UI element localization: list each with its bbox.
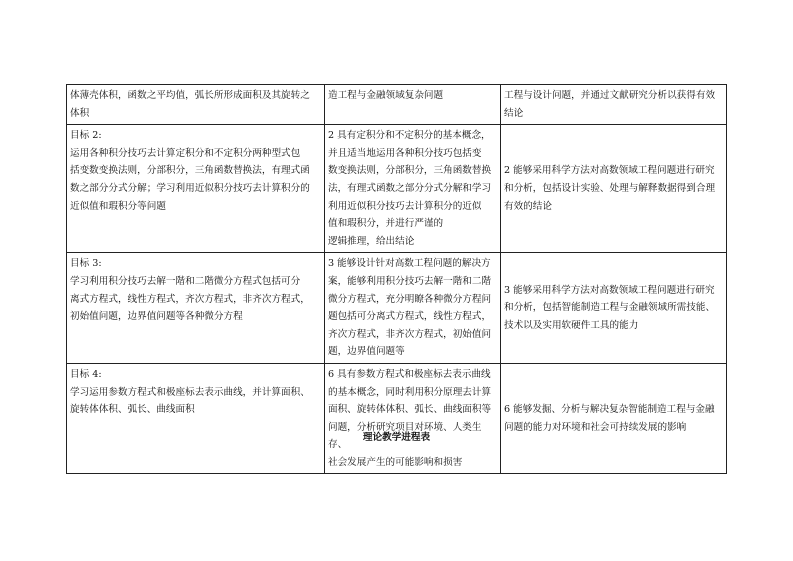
content-cell: [325, 85, 501, 125]
table-row: [67, 253, 727, 364]
requirement-text: 3 能够采用科学方法对高数领域工程问题进行研究 和分析，包括智能制造工程与金融领域所需技能、 技术以及实用软硬件工具的能力: [504, 284, 716, 331]
objective-cell: [67, 253, 325, 364]
objective-text: 目标 4: 学习运用参数方程式和极座标去表示曲线，并计算面积、 旋转体体积、弧长、曲线面积: [70, 368, 310, 416]
objective-cell: [67, 363, 325, 474]
section-caption: 理论教学进程表: [362, 432, 431, 443]
content-text: 2 具有定积分和不定积分的基本概念， 并且适当地运用各种积分技巧包括变 数变换法则，分部积分，三角函数替换 法，有理式函数之部分分式分解和学习 利用近似积分技巧去计算积分的近似 值和瑕积分，并进行严谨的 逻辑推理，给出结论: [328, 130, 492, 247]
objectives-table: [66, 84, 727, 474]
objective-text: 体薄壳体积，函数之平均值，弧长所形成面积及其旋转之 体积: [70, 90, 310, 119]
requirement-cell: [501, 125, 727, 253]
requirement-cell: [501, 85, 727, 125]
table-row: [67, 85, 727, 125]
requirement-cell: [501, 363, 727, 474]
content-text: 3 能够设计针对高数工程问题的解决方 案，能够利用积分技巧去解一階和二階 微分方程式，充分明瞭各种微分方程问 题包括可分离式方程式，线性方程式， 齐次方程式，非齐次方程式，初始值问 题，边界值问题等: [328, 258, 492, 358]
table-row: [67, 363, 727, 474]
table-row: [67, 125, 727, 253]
objective-cell: [67, 125, 325, 253]
requirement-cell: [501, 253, 727, 364]
objective-text: 目标 2: 运用各种积分技巧去计算定积分和不定积分两种型式包 括变数变换法则，分部积分，三角函数替换法，有理式函 数之部分分式分解；学习利用近似积分技巧去计算积分的 近似值和瑕积分等问题: [70, 130, 310, 212]
requirement-text: 工程与设计问题，并通过文献研究分析以获得有效 结论: [504, 90, 716, 119]
content-cell: [325, 253, 501, 364]
objective-cell: [67, 85, 325, 125]
content-text: 造工程与金融领域复杂问题: [328, 90, 444, 101]
objective-text: 目标 3: 学习利用积分技巧去解一階和二階微分方程式包括可分 离式方程式，线性方程式，齐次方程式，非齐次方程式， 初始值问题，边界值问题等各种微分方程: [70, 258, 310, 323]
requirement-text: 6 能够发掘、分析与解决复杂智能制造工程与金融 问题的能力对环境和社会可持续发展的影响: [504, 404, 715, 433]
content-text: 6 具有参数方程式和极座标去表示曲线 的基本概念，同时利用积分原理去计算 面积、旋转体体积、弧长、曲线面积等 问题，分析研究项目对环境、人类生存、 社会发展产生的可能影响和损害: [328, 368, 492, 468]
content-cell: [325, 363, 501, 474]
content-cell: [325, 125, 501, 253]
requirement-text: 2 能够采用科学方法对高数领域工程问题进行研究 和分析，包括设计实验、处理与解释数据得到合理 有效的结论: [504, 165, 716, 212]
